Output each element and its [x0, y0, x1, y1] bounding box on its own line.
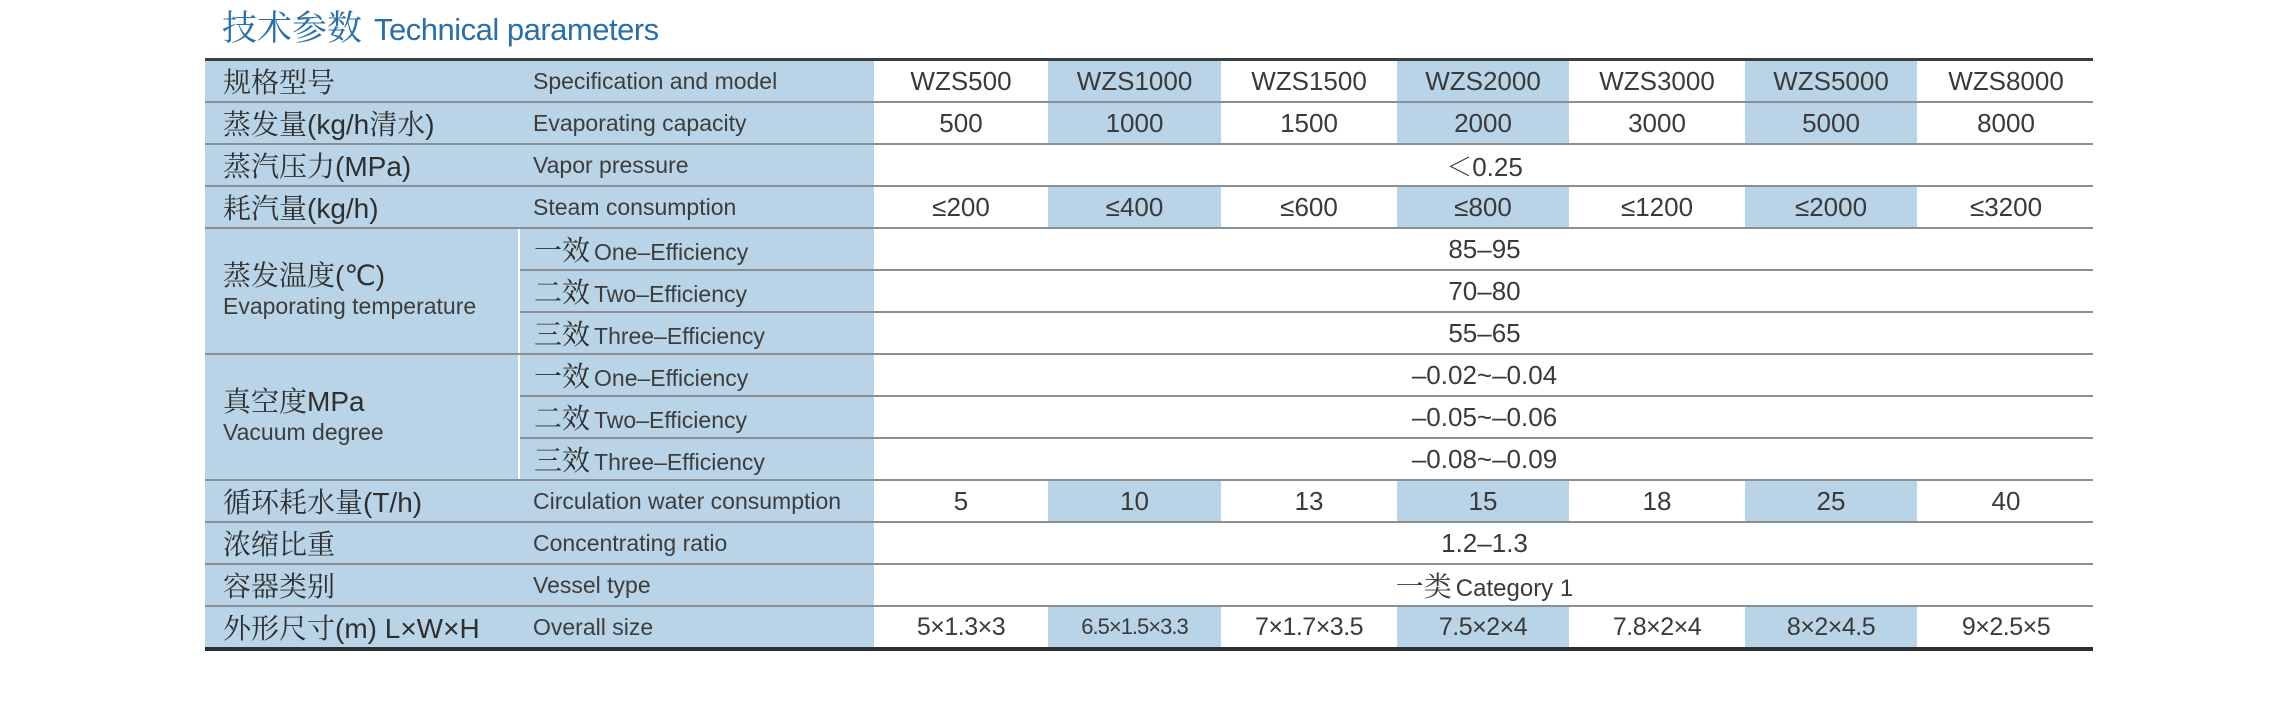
row-label-zh: 循环耗水量(T/h) — [205, 480, 519, 522]
cell: 10 — [1047, 480, 1222, 522]
effect-label-zh: 三效 — [534, 445, 591, 476]
row-concentrating-ratio — [205, 522, 2093, 564]
cell: ≤3200 — [1918, 186, 2093, 228]
cell: 5000 — [1744, 102, 1918, 144]
group-label-vacuum-degree — [205, 354, 519, 480]
effect-label-en: One–Efficiency — [594, 239, 749, 265]
cell: 1500 — [1222, 102, 1396, 144]
cell: WZS2000 — [1396, 60, 1570, 103]
merged-cell: –0.02~–0.04 — [875, 354, 2093, 396]
title-en: Technical parameters — [374, 12, 659, 47]
row-label-zh: 蒸汽压力(MPa) — [205, 144, 519, 186]
cell: 18 — [1570, 480, 1744, 522]
vessel-type-zh: 一类 — [1395, 571, 1452, 602]
cell: 9×2.5×5 — [1918, 606, 2093, 649]
effect-label-en: Three–Efficiency — [594, 323, 765, 349]
technical-parameters-table — [205, 58, 2093, 651]
row-label-zh: 外形尺寸(m) L×W×H — [205, 606, 519, 649]
effect-label — [519, 354, 875, 396]
cell: ≤200 — [875, 186, 1047, 228]
group-label-evaporating-temperature — [205, 228, 519, 354]
cell: WZS8000 — [1918, 60, 2093, 103]
effect-label-zh: 一效 — [534, 361, 591, 392]
row-label-en: Overall size — [519, 606, 875, 649]
cell: ≤800 — [1396, 186, 1570, 228]
row-label-zh: 蒸发量(kg/h清水) — [205, 102, 519, 144]
cell: 7×1.7×3.5 — [1222, 606, 1396, 649]
cell: ≤2000 — [1744, 186, 1918, 228]
merged-cell: 1.2–1.3 — [875, 522, 2093, 564]
cell: 1000 — [1047, 102, 1222, 144]
row-label-en: Vessel type — [519, 564, 875, 606]
cell: WZS500 — [875, 60, 1047, 103]
effect-label-zh: 一效 — [534, 235, 591, 266]
merged-cell: –0.05~–0.06 — [875, 396, 2093, 438]
cell: ≤1200 — [1570, 186, 1744, 228]
cell: 500 — [875, 102, 1047, 144]
title-zh: 技术参数 — [222, 9, 363, 48]
row-label-zh: 耗汽量(kg/h) — [205, 186, 519, 228]
cell: 3000 — [1570, 102, 1744, 144]
row-vapor-pressure — [205, 144, 2093, 186]
cell: 6.5×1.5×3.3 — [1047, 606, 1222, 649]
row-label-en: Vapor pressure — [519, 144, 875, 186]
cell: WZS3000 — [1570, 60, 1744, 103]
effect-label-zh: 三效 — [534, 319, 591, 350]
row-circulation-water — [205, 480, 2093, 522]
row-overall-size — [205, 606, 2093, 649]
merged-cell: 55–65 — [875, 312, 2093, 354]
effect-label — [519, 270, 875, 312]
cell: WZS1000 — [1047, 60, 1222, 103]
row-vacuum-one — [205, 354, 2093, 396]
effect-label-en: One–Efficiency — [594, 365, 749, 391]
row-label-zh: 容器类别 — [205, 564, 519, 606]
effect-label — [519, 228, 875, 270]
row-label-zh: 浓缩比重 — [205, 522, 519, 564]
cell: 7.8×2×4 — [1570, 606, 1744, 649]
group-label-zh: 蒸发温度(℃) — [223, 260, 386, 291]
row-label-zh: 规格型号 — [205, 60, 519, 103]
row-label-en: Circulation water consumption — [519, 480, 875, 522]
group-label-en: Evaporating temperature — [223, 293, 477, 319]
row-label-en: Concentrating ratio — [519, 522, 875, 564]
effect-label-en: Two–Efficiency — [594, 281, 747, 307]
row-label-en: Steam consumption — [519, 186, 875, 228]
cell: 8×2×4.5 — [1744, 606, 1918, 649]
merged-cell: ＜0.25 — [875, 144, 2093, 186]
cell: 15 — [1396, 480, 1570, 522]
cell: 7.5×2×4 — [1396, 606, 1570, 649]
effect-label-zh: 二效 — [534, 277, 591, 308]
section-title — [222, 4, 659, 54]
merged-cell: 70–80 — [875, 270, 2093, 312]
cell: 5 — [875, 480, 1047, 522]
cell: 8000 — [1918, 102, 2093, 144]
row-steam-consumption — [205, 186, 2093, 228]
effect-label — [519, 438, 875, 480]
row-vessel-type — [205, 564, 2093, 606]
row-model — [205, 60, 2093, 103]
group-label-zh: 真空度MPa — [223, 386, 365, 417]
row-label-en: Evaporating capacity — [519, 102, 875, 144]
row-label-en: Specification and model — [519, 60, 875, 103]
cell: ≤400 — [1047, 186, 1222, 228]
cell: WZS1500 — [1222, 60, 1396, 103]
cell: 40 — [1918, 480, 2093, 522]
cell: 2000 — [1396, 102, 1570, 144]
cell: 25 — [1744, 480, 1918, 522]
cell: ≤600 — [1222, 186, 1396, 228]
row-evap-temp-one — [205, 228, 2093, 270]
effect-label-en: Three–Efficiency — [594, 449, 765, 475]
effect-label-en: Two–Efficiency — [594, 407, 747, 433]
effect-label — [519, 396, 875, 438]
vessel-type-en: Category 1 — [1455, 575, 1574, 602]
effect-label-zh: 二效 — [534, 403, 591, 434]
cell: 5×1.3×3 — [875, 606, 1047, 649]
effect-label — [519, 312, 875, 354]
cell: 13 — [1222, 480, 1396, 522]
merged-cell: –0.08~–0.09 — [875, 438, 2093, 480]
cell: WZS5000 — [1744, 60, 1918, 103]
merged-cell — [875, 564, 2093, 606]
merged-cell: 85–95 — [875, 228, 2093, 270]
group-label-en: Vacuum degree — [223, 419, 384, 445]
row-evaporating-capacity — [205, 102, 2093, 144]
